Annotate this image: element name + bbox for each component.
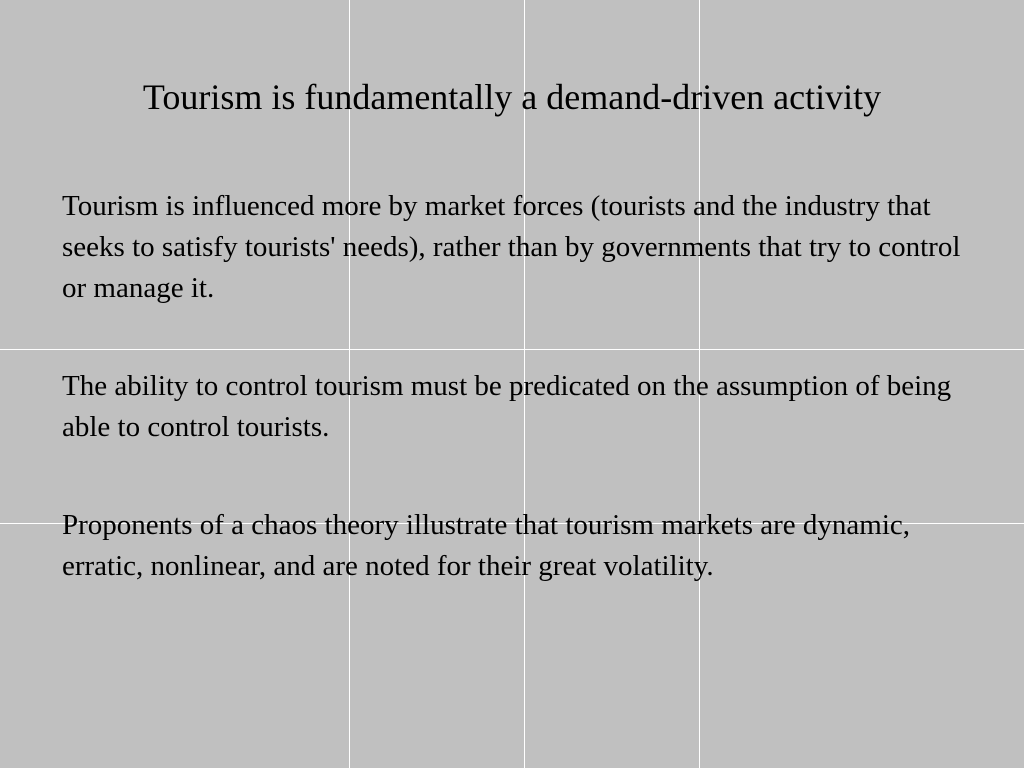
body-paragraph-3: Proponents of a chaos theory illustrate that tourism markets are dynamic, erratic, nonlinear, and are noted for their great volatility. xyxy=(62,509,911,582)
grid-line-horizontal xyxy=(0,349,1024,350)
body-paragraph-1: Tourism is influenced more by market forces (tourists and the industry that seeks to satisfy tourists' needs), rather than by governments that try to control or manage it. xyxy=(62,190,961,304)
body-paragraph-2: The ability to control tourism must be predicated on the assumption of being able to control tourists. xyxy=(62,370,952,443)
slide-title: Tourism is fundamentally a demand-driven activity xyxy=(142,77,882,117)
